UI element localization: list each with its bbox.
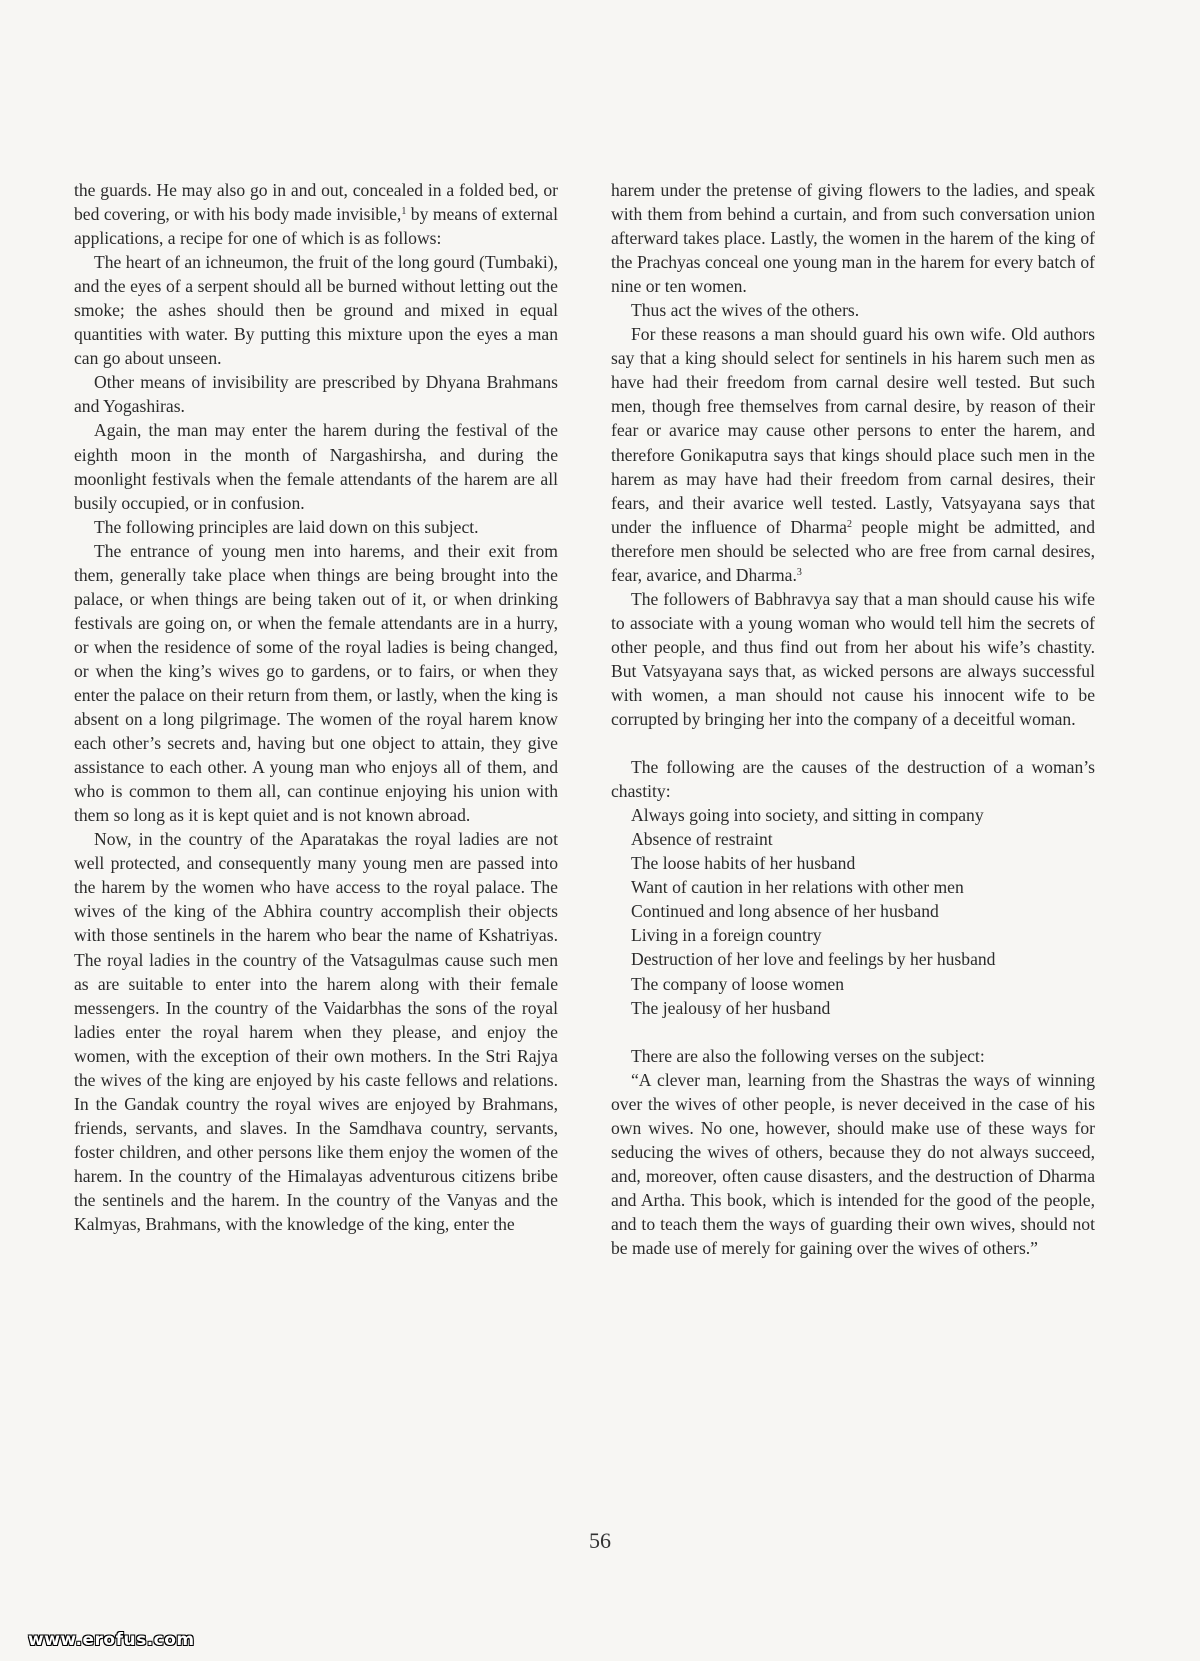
paragraph: Thus act the wives of the others. xyxy=(631,300,860,321)
list-item: Always going into society, and sitting in company xyxy=(631,805,984,826)
paragraph: “A clever man, learning from the Shastras the ways of winning over the wives of other people, is never deceived in the case of his own wives. No one, however, should make use of these ways for seducing the wives of others, because they do not always succeed, and, moreover, often cause disasters, and the destruction of Dharma and Artha. This book, which is intended for the good of the people, and to teach them the ways of guarding their own wives, should not be made use of merely for gaining over the wives of others.” xyxy=(611,1069,1095,1258)
paragraph: Again, the man may enter the harem during the festival of the eighth moon in the month of Nargashirsha, and during the moonlight festivals when the female attendants of the harem are all busily occupied, or in confusion. xyxy=(74,420,558,513)
footnote-marker[interactable]: 3 xyxy=(796,566,802,578)
footnote-marker[interactable]: 1 xyxy=(401,206,407,218)
list-item: Absence of restraint xyxy=(631,829,773,850)
paragraph: The heart of an ichneumon, the fruit of the long gourd (Tumbaki), and the eyes of a serpent should all be burned without letting out the smoke; the ashes should then be ground and mixed in equal quantities with water. By putting this mixture upon the eyes a man can go about unseen. xyxy=(74,252,559,369)
paragraph: Now, in the country of the Aparatakas the royal ladies are not well protected, and consequently many young men are passed into the harem by the women who have access to the royal palace. The wives of the king of the Abhira country accomplish their objects with those sentinels in the harem who bear the name of Kshatriyas. The royal ladies in the country of the Vatsagulmas cause such men as are suitable to enter into the harem along with their female messengers. In the country of the Vaidarbhas the sons of the royal ladies enter the royal harem when they please, and enjoy the women, with the exception of their own mothers. In the Stri Rajya the wives of the king are enjoyed by his caste fellows and relations. In the Gandak country the royal wives are enjoyed by Brahmans, friends, servants, and slaves. In the Samdhava country, servants, foster children, and other persons like them enjoy the women of the harem. In the country of the Himalayas adventurous citizens bribe the sentinels and the harem. In the country of the Vanyas and the Kalmyas, Brahmans, with the knowledge of the king, enter the xyxy=(74,829,558,1235)
paragraph: There are also the following verses on the subject: xyxy=(631,1045,985,1066)
paragraph: The following are the causes of the destruction of a woman’s chastity: xyxy=(611,757,1095,802)
paragraph: harem under the pretense of giving flowers to the ladies, and speak with them from behind a curtain, and from such conversation union afterward takes place. Lastly, the women in the harem of the king of the Prachyas conceal one young man in the harem for every batch of nine or ten women. xyxy=(611,180,1095,297)
list-item: The loose habits of her husband xyxy=(631,853,856,874)
list-item: Want of caution in her relations with other men xyxy=(631,877,964,898)
paragraph: Other means of invisibility are prescribed by Dhyana Brahmans and Yogashiras. xyxy=(74,372,558,417)
list-item: Living in a foreign country xyxy=(631,925,822,946)
paragraph: The followers of Babhravya say that a man should cause his wife to associate with a young woman who would tell him the secrets of other people, and thus find out from her about his wife’s chastity. But Vatsyayana says that, as wicked persons are always successful with women, a man should not cause his innocent wife to be corrupted by bringing her into the company of a deceitful woman. xyxy=(611,588,1095,730)
list-item: The jealousy of her husband xyxy=(631,997,831,1018)
watermark: www.erofus.com xyxy=(28,1630,195,1650)
page-number: 56 xyxy=(589,1528,611,1553)
paragraph: The following principles are laid down on this subject. xyxy=(94,516,479,537)
list-item: Continued and long absence of her husband xyxy=(631,901,939,922)
causes-list xyxy=(611,803,1095,1019)
paragraph: For these reasons a man should guard his own wife. Old authors say that a king should select for sentinels in his harem such men as have had their freedom from carnal desire well tested. But such men, though free themselves from carnal desire, by reason of their fear or avarice may cause other persons to enter the harem, and therefore Gonikaputra says that kings should place such men in the harem as may have had their freedom from carnal desires, their fears, and their avarice well tested. Lastly, Vatsyayana says that under the influence of Dharma$^2$ people might be admitted, and therefore men should be selected who are free from carnal desires, fear, avarice, and Dharma.$^3$ xyxy=(611,324,1095,585)
list-item: The company of loose women xyxy=(631,973,845,994)
list-item: Destruction of her love and feelings by her husband xyxy=(631,949,996,970)
right-column xyxy=(611,178,1095,1260)
left-column xyxy=(74,178,558,1236)
paragraph: the guards. He may also go in and out, concealed in a folded bed, or bed covering, or with his body made invisible,$^1$ by means of external applications, a recipe for one of which is as follows: xyxy=(74,180,558,249)
footnote-marker[interactable]: 2 xyxy=(847,518,852,530)
paragraph: The entrance of young men into harems, and their exit from them, generally take place when things are being brought into the palace, or when things are being taken out of it, or when drinking festivals are going on, or when the female attendants are in a hurry, or when the residence of some of the royal ladies is being changed, or when the king’s wives go to gardens, or to fairs, or when they enter the palace on their return from them, or lastly, when the king is absent on a long pilgrimage. The women of the royal harem know each other’s secrets and, having but one object to attain, they give assistance to each other. A young man who enjoys all of them, and who is common to them all, can continue enjoying his union with them so long as it is kept quiet and is not known abroad. xyxy=(74,540,558,826)
